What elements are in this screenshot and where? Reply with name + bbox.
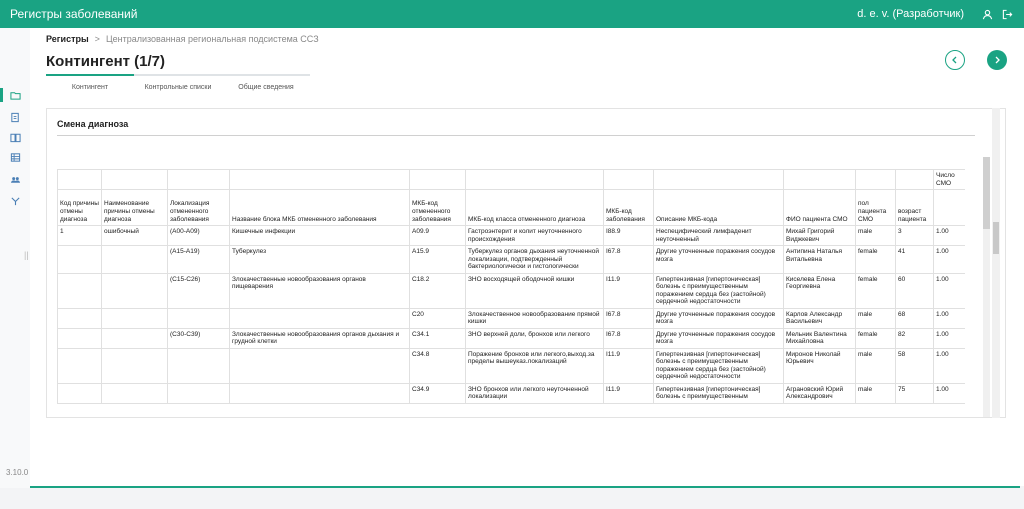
table-cell: 1.00: [934, 308, 966, 328]
sidebar: [0, 28, 30, 488]
column-header[interactable]: МКБ-код отмененного заболевания: [410, 190, 466, 226]
table-cell: I11.9: [604, 383, 654, 403]
table-row: [58, 246, 966, 274]
table-row: [58, 273, 966, 308]
table-cell: [58, 348, 102, 383]
chevron-right-icon: [993, 56, 1001, 64]
filter-icon[interactable]: [8, 194, 22, 208]
table-cell: (A00-A09): [168, 226, 230, 246]
column-header[interactable]: Описание МКБ-кода: [654, 190, 784, 226]
column-header[interactable]: МКБ-код класса отмененного диагноза: [466, 190, 604, 226]
table-cell: Другие уточненные поражения сосудов мозга: [654, 328, 784, 348]
table-cell: male: [856, 308, 896, 328]
table-cell: 58: [896, 348, 934, 383]
table-cell: I67.8: [604, 308, 654, 328]
table-cell: [102, 246, 168, 274]
main-content: [30, 28, 1024, 486]
breadcrumb-root[interactable]: Регистры: [46, 34, 89, 44]
sidebar-active-indicator: [0, 88, 3, 102]
column-header[interactable]: Название блока МКБ отмененного заболевания: [230, 190, 410, 226]
tabs: [46, 74, 310, 92]
table-cell: [102, 273, 168, 308]
table-cell: I11.9: [604, 348, 654, 383]
table-cell: [102, 383, 168, 403]
breadcrumb: [46, 34, 319, 44]
table-row: [58, 226, 966, 246]
table-cell: (A15-A19): [168, 246, 230, 274]
table-cell: 1.00: [934, 273, 966, 308]
table-cell: ЗНО бронхов или легкого неуточненной локализации: [466, 383, 604, 403]
breadcrumb-separator: >: [94, 34, 100, 44]
table-cell: [102, 348, 168, 383]
table-cell: [58, 246, 102, 274]
table-cell: ЗНО восходящей ободочной кишки: [466, 273, 604, 308]
top-bar: [0, 0, 1024, 28]
table-cell: male: [856, 348, 896, 383]
table-cell: female: [856, 246, 896, 274]
table-cell: Злокачественные новообразования органов дыхания и грудной клетки: [230, 328, 410, 348]
users-icon[interactable]: [8, 172, 22, 186]
table-cell: C34.8: [410, 348, 466, 383]
section-title: Смена диагноза: [57, 119, 975, 136]
table-cell: ЗНО верхней доли, бронхов или легкого: [466, 328, 604, 348]
table-cell: [102, 308, 168, 328]
table-cell: [230, 308, 410, 328]
table-cell: 75: [896, 383, 934, 403]
table-cell: [168, 383, 230, 403]
table-cell: I67.8: [604, 246, 654, 274]
bottom-accent-line: [30, 486, 1020, 488]
tab-control-lists[interactable]: Контрольные списки: [134, 74, 222, 92]
page-title: Контингент (1/7): [46, 53, 166, 70]
logout-icon[interactable]: [1000, 7, 1014, 21]
table-cell: Кишечные инфекции: [230, 226, 410, 246]
user-name[interactable]: d. e. v. (Разработчик): [857, 8, 964, 20]
table-cell: Антипина Наталья Витальевна: [784, 246, 856, 274]
table-cell: Гастроэнтерит и колит неуточненного происхождения: [466, 226, 604, 246]
table-cell: 41: [896, 246, 934, 274]
edit-document-icon[interactable]: [8, 110, 22, 124]
table-cell: Гипертензивная [гипертоническая] болезнь с преимущественным поражением сердца без (застойной) сердечной недостаточности: [654, 273, 784, 308]
table-cell: 60: [896, 273, 934, 308]
page-vertical-scrollbar[interactable]: [992, 108, 1000, 418]
tab-general-info[interactable]: Общие сведения: [222, 74, 310, 92]
table-cell: Мельник Валентина Михайловна: [784, 328, 856, 348]
table-cell: 1.00: [934, 383, 966, 403]
table-cell: 1.00: [934, 226, 966, 246]
column-header[interactable]: Код причины отмены диагноза: [58, 190, 102, 226]
folder-icon[interactable]: [8, 88, 22, 102]
table-cell: C34.1: [410, 328, 466, 348]
column-header[interactable]: Число СМО: [934, 170, 966, 190]
table-cell: 1.00: [934, 246, 966, 274]
table-cell: [168, 348, 230, 383]
table-cell: Киселева Елена Георгиевна: [784, 273, 856, 308]
table-cell: Михай Григорий Виджкевич: [784, 226, 856, 246]
next-page-button[interactable]: [987, 50, 1007, 70]
table-cell: Карлов Александр Васильевич: [784, 308, 856, 328]
table-cell: 3: [896, 226, 934, 246]
table-cell: A15.9: [410, 246, 466, 274]
table-cell: Туберкулез: [230, 246, 410, 274]
table-header-row: [58, 190, 966, 226]
table-cell: Гипертензивная [гипертоническая] болезнь с преимущественным: [654, 383, 784, 403]
table-cell: Неспецифический лимфаденит неуточненный: [654, 226, 784, 246]
table-cell: Аграновский Юрий Александрович: [784, 383, 856, 403]
table-cell: 1.00: [934, 348, 966, 383]
app-version: 3.10.0: [6, 468, 29, 477]
table-row: [58, 328, 966, 348]
table-vertical-scrollbar[interactable]: [983, 157, 990, 418]
column-header[interactable]: Локализация отмененного заболевания: [168, 190, 230, 226]
table-cell: female: [856, 273, 896, 308]
table-cell: [102, 328, 168, 348]
page-scrollbar-thumb[interactable]: [993, 222, 999, 254]
column-header[interactable]: пол пациента СМО: [856, 190, 896, 226]
table-cell: male: [856, 226, 896, 246]
table-icon[interactable]: [8, 150, 22, 164]
breadcrumb-current[interactable]: Централизованная региональная подсистема ССЗ: [105, 34, 319, 44]
table-cell: male: [856, 383, 896, 403]
table-scroll-area[interactable]: [57, 169, 965, 418]
column-header[interactable]: Наименование причины отмены диагноза: [102, 190, 168, 226]
table-cell: ошибочный: [102, 226, 168, 246]
table-cell: 1.00: [934, 328, 966, 348]
tab-contingent[interactable]: Контингент: [46, 74, 134, 92]
table-cell: (C15-C26): [168, 273, 230, 308]
table-cell: Поражение бронхов или легкого,выход.за пределы вышеуказ.локализаций: [466, 348, 604, 383]
column-header[interactable]: возраст пациента: [896, 190, 934, 226]
table-cell: C18.2: [410, 273, 466, 308]
table-cell: Другие уточненные поражения сосудов мозга: [654, 246, 784, 274]
table-cell: [230, 348, 410, 383]
table-cell: 68: [896, 308, 934, 328]
table-cell: I88.9: [604, 226, 654, 246]
table-cell: [230, 383, 410, 403]
table-cell: Злокачественные новообразования органов пищеварения: [230, 273, 410, 308]
app-title[interactable]: Регистры заболеваний: [10, 7, 138, 21]
table-cell: 1: [58, 226, 102, 246]
table-cell: I67.8: [604, 328, 654, 348]
column-header[interactable]: ФИО пациента СМО: [784, 190, 856, 226]
table-cell: (C30-C39): [168, 328, 230, 348]
table-row: [58, 348, 966, 383]
table-cell: female: [856, 328, 896, 348]
prev-page-button[interactable]: [945, 50, 965, 70]
table-cell: C20: [410, 308, 466, 328]
sidebar-resize-handle[interactable]: ||: [24, 250, 29, 260]
column-header[interactable]: МКБ-код заболевания: [604, 190, 654, 226]
table-cell: Гипертензивная [гипертоническая] болезнь с преимущественным поражением сердца без (застойной) сердечной недостаточности: [654, 348, 784, 383]
report-panel: [46, 108, 1006, 418]
table-header-spacer-row: [58, 170, 966, 190]
table-cell: [58, 383, 102, 403]
table-cell: A09.9: [410, 226, 466, 246]
table-cell: [58, 308, 102, 328]
chevron-left-icon: [951, 56, 959, 64]
table-cell: Злокачественное новообразование прямой кишки: [466, 308, 604, 328]
table-cell: [58, 273, 102, 308]
book-icon[interactable]: [8, 130, 22, 144]
table-cell: Миронов Николай Юрьевич: [784, 348, 856, 383]
table-cell: 82: [896, 328, 934, 348]
table-cell: I11.9: [604, 273, 654, 308]
table-cell: [58, 328, 102, 348]
table-cell: Другие уточненные поражения сосудов мозга: [654, 308, 784, 328]
table-row: [58, 383, 966, 403]
table-cell: Туберкулез органов дыхания неуточненной локализации, подтвержденный бактериологически и гистологически: [466, 246, 604, 274]
diagnosis-change-table: [57, 169, 965, 404]
table-row: [58, 308, 966, 328]
table-scrollbar-thumb[interactable]: [983, 157, 990, 229]
user-icon[interactable]: [980, 7, 994, 21]
table-cell: C34.9: [410, 383, 466, 403]
table-cell: [168, 308, 230, 328]
